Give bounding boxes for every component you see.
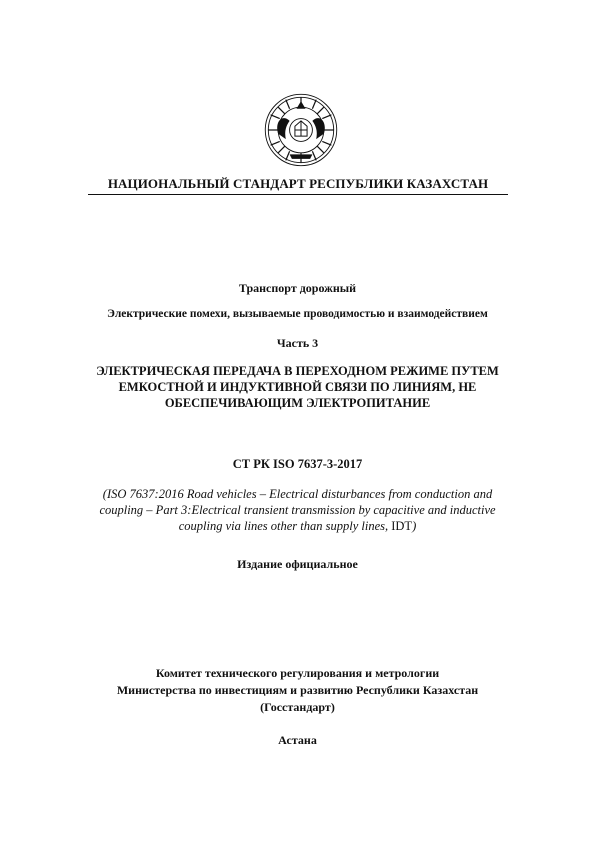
iso-reference-title: ISO 7637:2016 Road vehicles – Electrical disturbances from conduction and coupling – Part 3:Electrical transient transmission by capacitive and inductive coupling via lines other than supply lines, — [99, 487, 496, 533]
state-emblem-icon — [263, 92, 339, 168]
committee-line: Министерства по инвестициям и развитию Республики Казахстан — [116, 683, 479, 697]
committee-line: (Госстандарт) — [260, 700, 335, 714]
iso-reference-open: ( — [102, 487, 107, 501]
main-title — [70, 363, 525, 411]
iso-reference-idt: IDT — [388, 519, 413, 533]
main-title-line: ЭЛЕКТРИЧЕСКАЯ ПЕРЕДАЧА В ПЕРЕХОДНОМ РЕЖИМЕ ПУТЕМ — [96, 364, 499, 378]
committee-line: Комитет технического регулирования и метрологии — [155, 666, 440, 680]
document-part: Часть 3 — [276, 336, 319, 350]
committee-block — [60, 665, 535, 716]
standard-header: НАЦИОНАЛЬНЫЙ СТАНДАРТ РЕСПУБЛИКИ КАЗАХСТАН — [107, 176, 489, 191]
document-field: Транспорт дорожный — [238, 281, 357, 295]
main-title-line: ОБЕСПЕЧИВАЮЩИМ ЭЛЕКТРОПИТАНИЕ — [164, 396, 431, 410]
header-divider — [88, 194, 508, 195]
document-subtitle: Электрические помехи, вызываемые проводимостью и взаимодействием — [107, 308, 488, 320]
main-title-line: ЕМКОСТНОЙ И ИНДУКТИВНОЙ СВЯЗИ ПО ЛИНИЯМ, НЕ — [118, 380, 477, 394]
iso-reference-close: ) — [412, 519, 417, 533]
city-label: Астана — [278, 733, 317, 747]
iso-reference — [86, 486, 509, 534]
edition-label: Издание официальное — [237, 557, 358, 571]
standard-designation: СТ РК ISO 7637-3-2017 — [232, 457, 363, 471]
